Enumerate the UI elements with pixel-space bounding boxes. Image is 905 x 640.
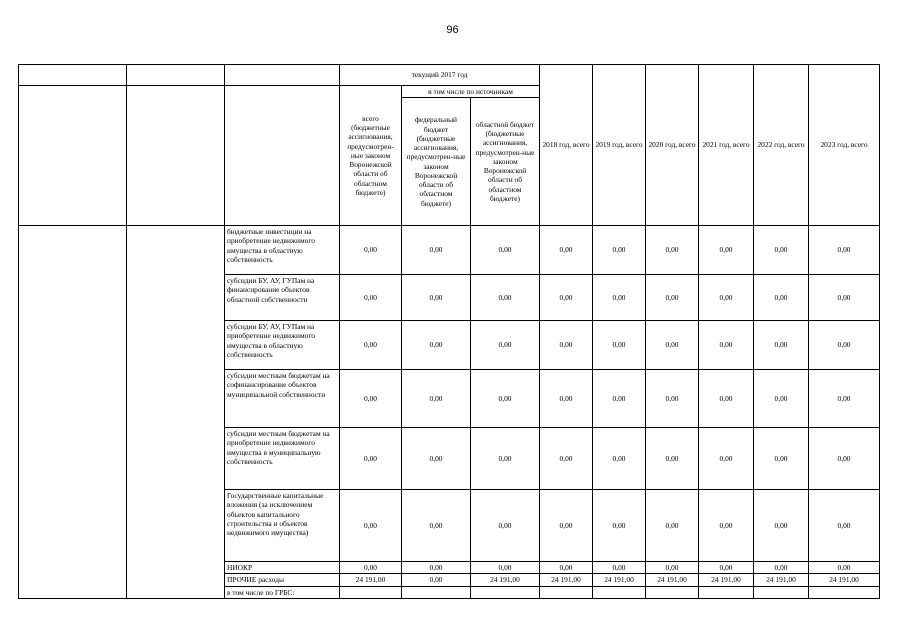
value-cell: 24 191,00 bbox=[340, 574, 402, 586]
regional-header: областной бюджет (бюджетные ассигнования, предусмотрен-ные законом Воронежской области об областном бюджете) bbox=[471, 98, 540, 226]
row-label: бюджетные инвестиции на приобретение недвижимого имущества в областную собственность bbox=[225, 226, 340, 275]
year-2021-header: 2021 год, всего bbox=[699, 65, 754, 226]
value-cell: 0,00 bbox=[754, 370, 809, 428]
value-cell: 24 191,00 bbox=[646, 574, 699, 586]
value-cell: 0,00 bbox=[809, 428, 880, 490]
value-cell: 0,00 bbox=[646, 370, 699, 428]
value-cell: 0,00 bbox=[754, 275, 809, 321]
value-cell: 0,00 bbox=[699, 428, 754, 490]
value-cell bbox=[754, 586, 809, 598]
value-cell bbox=[646, 586, 699, 598]
header-blank-5 bbox=[127, 86, 225, 226]
value-cell: 0,00 bbox=[754, 428, 809, 490]
value-cell: 0,00 bbox=[340, 275, 402, 321]
header-blank-3 bbox=[225, 65, 340, 86]
value-cell: 0,00 bbox=[402, 562, 471, 574]
value-cell: 0,00 bbox=[809, 370, 880, 428]
value-cell: 0,00 bbox=[809, 226, 880, 275]
value-cell: 0,00 bbox=[340, 321, 402, 370]
table-row bbox=[19, 226, 880, 275]
value-cell: 0,00 bbox=[754, 226, 809, 275]
row-label: субсидии БУ, АУ, ГУПам на приобретение недвижимого имущества в областную собственность bbox=[225, 321, 340, 370]
row-label: в том числе по ГРБС: bbox=[225, 586, 340, 598]
value-cell: 0,00 bbox=[754, 490, 809, 562]
year-2020-header: 2020 год, всего bbox=[646, 65, 699, 226]
value-cell bbox=[471, 586, 540, 598]
value-cell: 0,00 bbox=[699, 226, 754, 275]
year-2023-header: 2023 год, всего bbox=[809, 65, 880, 226]
value-cell: 0,00 bbox=[471, 370, 540, 428]
current-year-header: текущий 2017 год bbox=[340, 65, 540, 86]
value-cell bbox=[809, 586, 880, 598]
value-cell: 0,00 bbox=[402, 370, 471, 428]
value-cell: 0,00 bbox=[646, 428, 699, 490]
row-label: субсидии местным бюджетам на софинансирование объектов муниципальной собственности bbox=[225, 370, 340, 428]
value-cell: 0,00 bbox=[646, 226, 699, 275]
value-cell bbox=[340, 586, 402, 598]
value-cell: 0,00 bbox=[340, 562, 402, 574]
value-cell: 0,00 bbox=[699, 275, 754, 321]
value-cell: 0,00 bbox=[593, 275, 646, 321]
value-cell: 0,00 bbox=[540, 226, 593, 275]
header-blank-2 bbox=[127, 65, 225, 86]
value-cell: 0,00 bbox=[540, 562, 593, 574]
row-label: Государственные капитальные вложения (за исключением объектов капитального строительства и объектов недвижимого имущества) bbox=[225, 490, 340, 562]
value-cell: 0,00 bbox=[593, 490, 646, 562]
value-cell: 0,00 bbox=[540, 428, 593, 490]
header-blank-1 bbox=[19, 65, 127, 86]
value-cell: 0,00 bbox=[471, 226, 540, 275]
year-2019-header: 2019 год, всего bbox=[593, 65, 646, 226]
value-cell: 0,00 bbox=[471, 275, 540, 321]
row-label: субсидии местным бюджетам на приобретение недвижимого имущества в муниципальную собственность bbox=[225, 428, 340, 490]
value-cell: 0,00 bbox=[471, 490, 540, 562]
value-cell: 0,00 bbox=[593, 428, 646, 490]
value-cell: 0,00 bbox=[402, 321, 471, 370]
value-cell: 0,00 bbox=[471, 428, 540, 490]
value-cell: 24 191,00 bbox=[754, 574, 809, 586]
value-cell: 0,00 bbox=[540, 370, 593, 428]
value-cell: 0,00 bbox=[402, 275, 471, 321]
value-cell: 24 191,00 bbox=[593, 574, 646, 586]
value-cell: 0,00 bbox=[340, 370, 402, 428]
value-cell: 24 191,00 bbox=[540, 574, 593, 586]
value-cell bbox=[402, 586, 471, 598]
value-cell: 0,00 bbox=[754, 321, 809, 370]
value-cell: 0,00 bbox=[471, 321, 540, 370]
value-cell bbox=[593, 586, 646, 598]
value-cell: 0,00 bbox=[340, 428, 402, 490]
value-cell: 0,00 bbox=[809, 562, 880, 574]
row-label: ПРОЧИЕ расходы bbox=[225, 574, 340, 586]
value-cell: 24 191,00 bbox=[471, 574, 540, 586]
value-cell: 0,00 bbox=[402, 490, 471, 562]
value-cell: 0,00 bbox=[646, 321, 699, 370]
value-cell: 0,00 bbox=[593, 226, 646, 275]
value-cell bbox=[540, 586, 593, 598]
value-cell: 0,00 bbox=[471, 562, 540, 574]
value-cell: 0,00 bbox=[809, 275, 880, 321]
value-cell: 0,00 bbox=[340, 490, 402, 562]
year-2018-header: 2018 год, всего bbox=[540, 65, 593, 226]
year-2022-header: 2022 год, всего bbox=[754, 65, 809, 226]
header-blank-4 bbox=[19, 86, 127, 226]
value-cell: 0,00 bbox=[646, 275, 699, 321]
header-blank-6 bbox=[225, 86, 340, 226]
page-number: 96 bbox=[446, 24, 459, 36]
federal-header: федеральный бюджет (бюджетные ассигнования, предусмотрен-ные законом Воронежской области об областном бюджете) bbox=[402, 98, 471, 226]
value-cell: 0,00 bbox=[540, 275, 593, 321]
value-cell: 0,00 bbox=[809, 490, 880, 562]
value-cell: 0,00 bbox=[540, 321, 593, 370]
row-label: НИОКР bbox=[225, 562, 340, 574]
value-cell: 0,00 bbox=[402, 226, 471, 275]
value-cell: 0,00 bbox=[540, 490, 593, 562]
value-cell: 0,00 bbox=[593, 562, 646, 574]
value-cell: 24 191,00 bbox=[699, 574, 754, 586]
value-cell: 0,00 bbox=[402, 428, 471, 490]
row-blank-col-1 bbox=[19, 226, 127, 599]
value-cell: 0,00 bbox=[646, 562, 699, 574]
including-sources-header: в том числе по источникам bbox=[402, 86, 540, 98]
value-cell: 0,00 bbox=[699, 321, 754, 370]
row-label: субсидии БУ, АУ, ГУПам на финансирование объектов областной собственности bbox=[225, 275, 340, 321]
value-cell: 0,00 bbox=[340, 226, 402, 275]
value-cell: 0,00 bbox=[754, 562, 809, 574]
value-cell: 0,00 bbox=[593, 370, 646, 428]
budget-table bbox=[18, 64, 880, 599]
row-blank-col-2 bbox=[127, 226, 225, 599]
total-header: всего (бюджетные ассигнования, предусмотрен-ные законом Воронежской области об областном бюджете) bbox=[340, 86, 402, 226]
value-cell: 0,00 bbox=[699, 370, 754, 428]
value-cell bbox=[699, 586, 754, 598]
value-cell: 24 191,00 bbox=[809, 574, 880, 586]
value-cell: 0,00 bbox=[699, 562, 754, 574]
value-cell: 0,00 bbox=[593, 321, 646, 370]
value-cell: 0,00 bbox=[402, 574, 471, 586]
value-cell: 0,00 bbox=[699, 490, 754, 562]
value-cell: 0,00 bbox=[809, 321, 880, 370]
value-cell: 0,00 bbox=[646, 490, 699, 562]
